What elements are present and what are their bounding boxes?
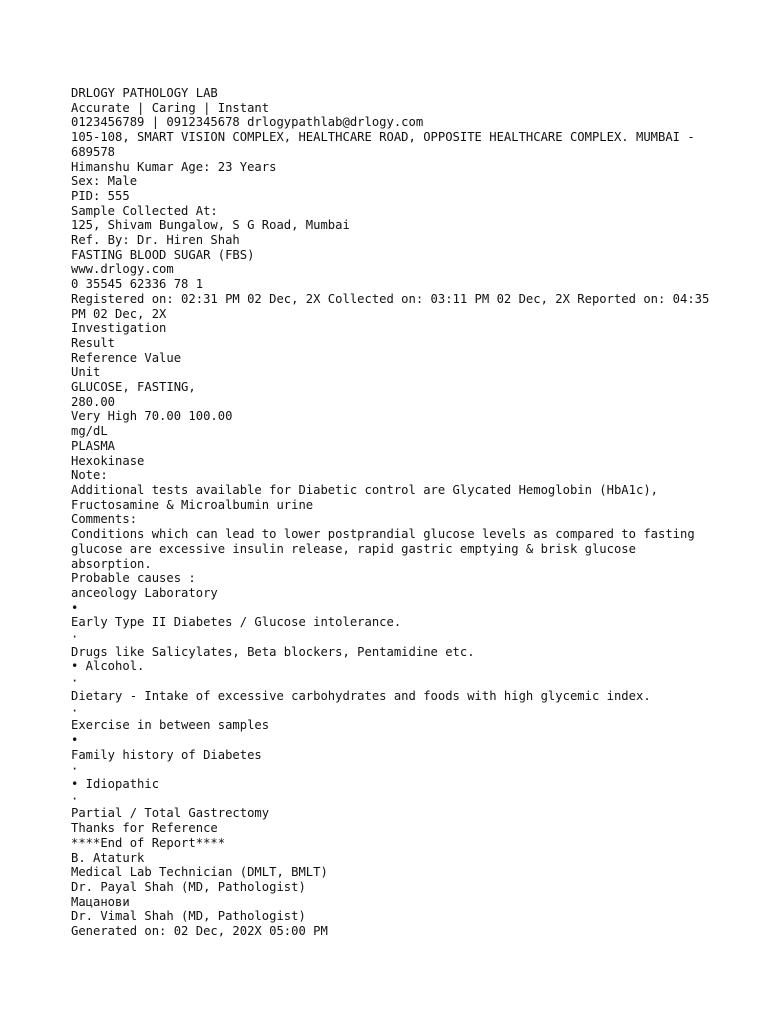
cause-line: •: [71, 732, 79, 747]
lab-tagline: Accurate | Caring | Instant: [71, 100, 270, 115]
test-result: 280.00: [71, 394, 116, 409]
cause-line: Drugs like Salicylates, Beta blockers, Pentamidine etc.: [71, 644, 475, 659]
column-header-unit: Unit: [71, 365, 101, 380]
lab-name: DRLOGY PATHOLOGY LAB: [71, 86, 218, 100]
comments-label: Comments:: [71, 512, 138, 527]
end-of-report: ****End of Report****: [71, 835, 226, 850]
cause-line: ·: [71, 791, 79, 806]
barcode-number: 0 35545 62336 78 1: [71, 277, 204, 292]
cause-line: ·: [71, 762, 79, 777]
cause-line: • Alcohol.: [71, 659, 145, 674]
cause-line: Exercise in between samples: [71, 718, 270, 733]
cause-line: ·: [71, 630, 79, 645]
sample-collected-address: 125, Shivam Bungalow, S G Road, Mumbai: [71, 218, 350, 233]
cause-line: ·: [71, 674, 79, 689]
column-header-result: Result: [71, 335, 116, 350]
technician-title: Medical Lab Technician (DMLT, BMLT): [71, 865, 328, 880]
watermark-text: anceology Laboratory: [71, 585, 218, 600]
report-title: FASTING BLOOD SUGAR (FBS): [71, 247, 255, 262]
patient-sex: Sex: Male: [71, 174, 138, 189]
referred-by: Ref. By: Dr. Hiren Shah: [71, 233, 240, 248]
cause-line: •: [71, 600, 79, 615]
patient-name-age: Himanshu Kumar Age: 23 Years: [71, 159, 277, 174]
lab-report-document: [71, 86, 717, 939]
note-text: Additional tests available for Diabetic control are Glycated Hemoglobin (HbA1c), Fructosamine & Microalbumin urine: [71, 482, 666, 512]
lab-address: 105-108, SMART VISION COMPLEX, HEALTHCARE ROAD, OPPOSITE HEALTHCARE COMPLEX. MUMBAI - 689578: [71, 130, 703, 159]
thanks-text: Thanks for Reference: [71, 821, 218, 836]
cause-line: Dietary - Intake of excessive carbohydrates and foods with high glycemic index.: [71, 688, 651, 703]
cause-line: Partial / Total Gastrectomy: [71, 806, 270, 821]
sample-collected-label: Sample Collected At:: [71, 203, 218, 218]
generated-on: Generated on: 02 Dec, 202X 05:00 PM: [71, 924, 328, 939]
pathologist-2: Dr. Vimal Shah (MD, Pathologist): [71, 909, 306, 924]
patient-pid: PID: 555: [71, 188, 130, 203]
probable-causes-label: Probable causes :: [71, 571, 196, 586]
test-method: Hexokinase: [71, 453, 145, 468]
report-timestamps: Registered on: 02:31 PM 02 Dec, 2X Collected on: 03:11 PM 02 Dec, 2X Reported on: 04:35 PM 02 Dec, 2X: [71, 291, 717, 321]
technician-name: B. Ataturk: [71, 850, 145, 865]
cause-line: • Idiopathic: [71, 777, 160, 792]
note-label: Note:: [71, 468, 108, 483]
cause-line: Family history of Diabetes: [71, 747, 262, 762]
cause-line: Early Type II Diabetes / Glucose intolerance.: [71, 615, 402, 630]
pathologist-1: Dr. Payal Shah (MD, Pathologist): [71, 879, 306, 894]
test-name: GLUCOSE, FASTING,: [71, 380, 196, 395]
comments-text: Conditions which can lead to lower postprandial glucose levels as compared to fasting glucose are excessive insulin release, rapid gastric emptying & brisk glucose absorption.: [71, 527, 703, 571]
test-specimen: PLASMA: [71, 438, 116, 453]
column-header-investigation: Investigation: [71, 321, 167, 336]
test-flag-reference: Very High 70.00 100.00: [71, 409, 233, 424]
lab-website: www.drlogy.com: [71, 262, 174, 277]
signature-text: Мацанови: [71, 894, 130, 909]
column-header-reference: Reference Value: [71, 350, 182, 365]
lab-contact: 0123456789 | 0912345678 drlogypathlab@drlogy.com: [71, 115, 424, 130]
test-unit: mg/dL: [71, 424, 108, 439]
cause-line: ·: [71, 703, 79, 718]
